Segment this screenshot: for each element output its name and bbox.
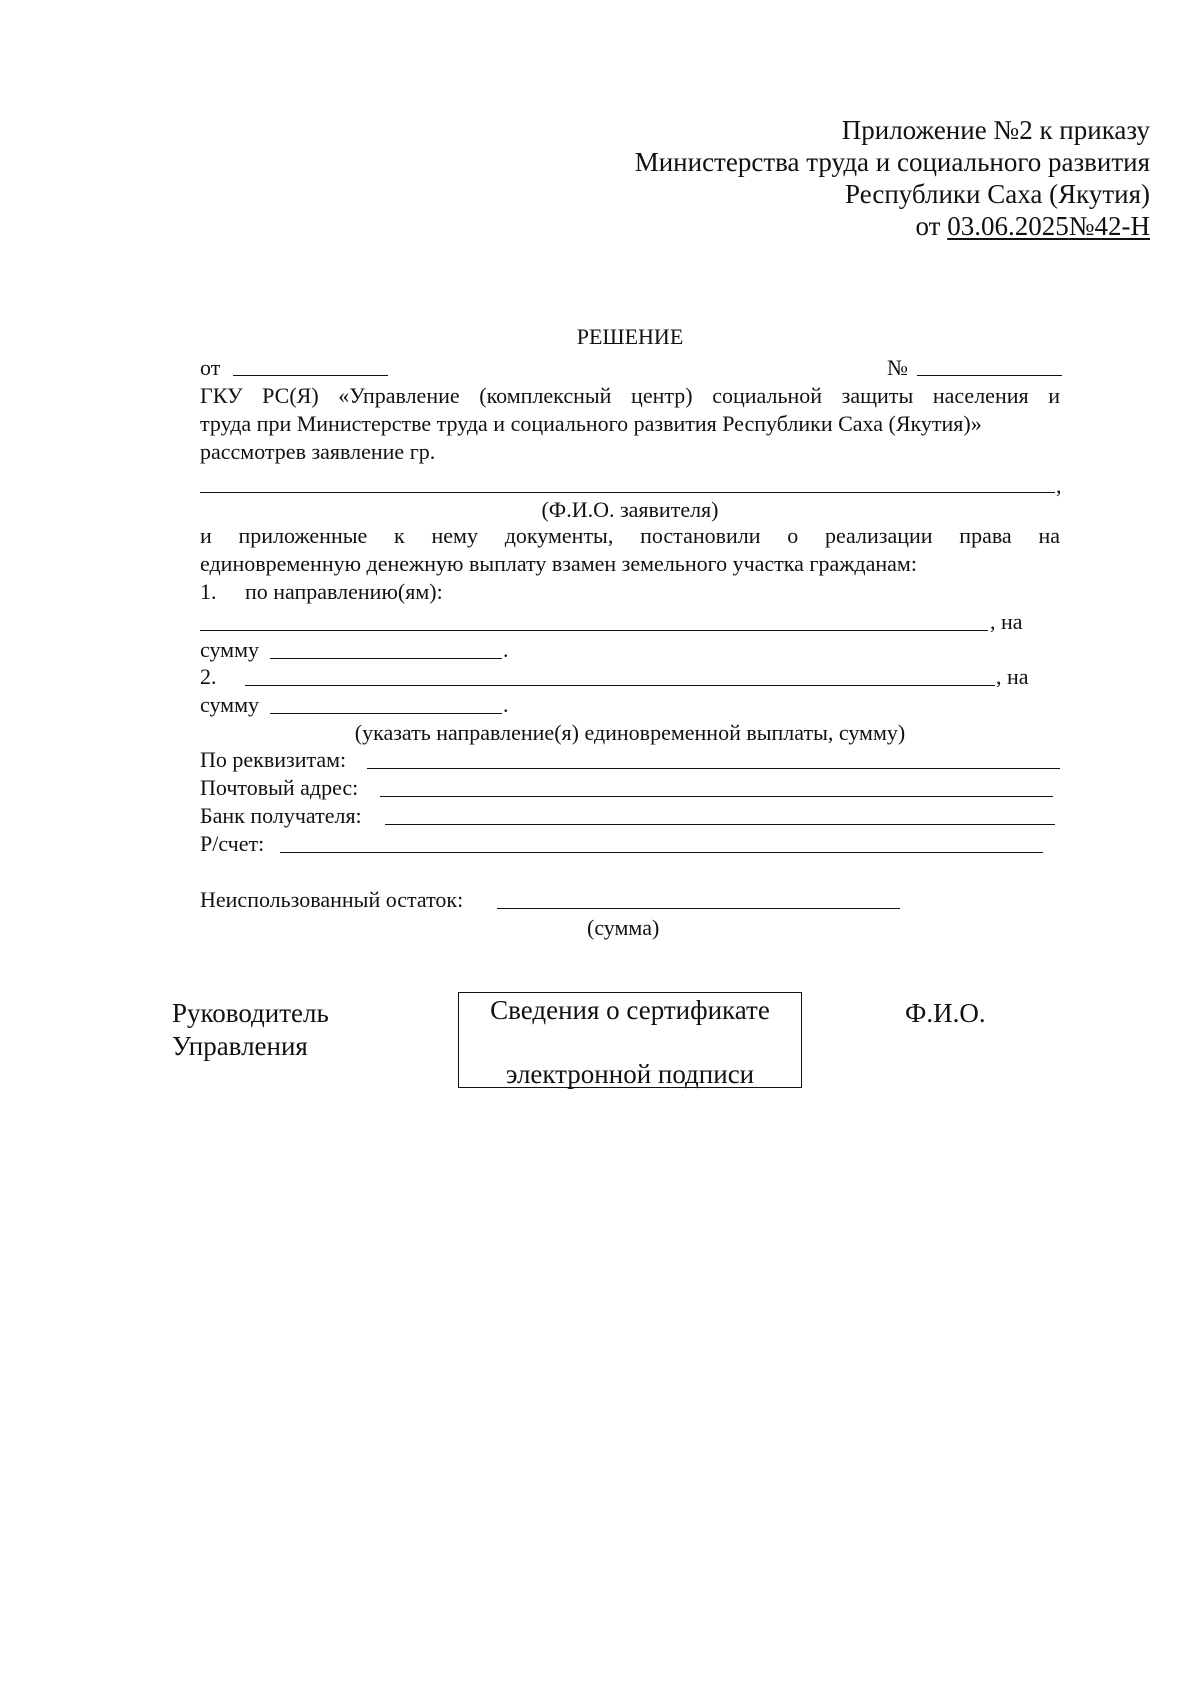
applicant-caption: (Ф.И.О. заявителя) <box>541 497 719 522</box>
requisites-field[interactable] <box>367 768 1060 769</box>
appendix-header <box>510 114 1150 242</box>
applicant-name-field[interactable] <box>200 492 1055 493</box>
item-1-number: 1. <box>200 579 217 604</box>
signer-fio: Ф.И.О. <box>905 998 986 1028</box>
remainder-field[interactable] <box>497 908 900 909</box>
item-1-sum-label: сумму <box>200 637 260 662</box>
item-1-direction-field[interactable] <box>200 630 988 631</box>
item-1-sum-field[interactable] <box>270 658 502 659</box>
e-signature-certificate-box <box>458 992 802 1088</box>
appendix-line-1: Приложение №2 к приказу <box>841 115 1150 145</box>
docs-line-2: единовременную денежную выплату взамен земельного участка гражданам: <box>200 551 917 576</box>
decision-number-label: № <box>887 355 908 380</box>
docs-line-1: и приложенные к нему документы, постановили о реализации права на <box>200 523 1060 548</box>
signer-position-line-1: Руководитель <box>172 998 329 1028</box>
item-1-label: по направлению(ям): <box>245 579 443 604</box>
recipient-bank-label: Банк получателя: <box>200 803 362 828</box>
postal-address-label: Почтовый адрес: <box>200 775 359 800</box>
recipient-bank-field[interactable] <box>385 824 1055 825</box>
decision-date-field[interactable] <box>233 375 388 376</box>
account-label: Р/счет: <box>200 831 265 856</box>
remainder-caption: (сумма) <box>587 915 660 940</box>
certificate-line-1: Сведения о сертификате <box>490 995 770 1025</box>
appendix-number: №42-Н <box>1068 211 1150 241</box>
item-2-sum-label: сумму <box>200 692 260 717</box>
requisites-label: По реквизитам: <box>200 747 347 772</box>
postal-address-field[interactable] <box>380 796 1053 797</box>
item-2-suffix: , на <box>996 664 1029 689</box>
appendix-date-line <box>510 210 1150 242</box>
item-1-sum-end: . <box>503 637 509 662</box>
document-title: РЕШЕНИЕ <box>576 324 684 349</box>
decision-date-label: от <box>200 355 221 380</box>
item-1-suffix: , на <box>990 609 1023 634</box>
signer-position-line-2: Управления <box>172 1031 308 1061</box>
item-2-sum-field[interactable] <box>270 713 502 714</box>
remainder-label: Неиспользованный остаток: <box>200 887 464 912</box>
direction-caption: (указать направление(я) единовременной выплаты, сумму) <box>354 720 906 745</box>
item-2-direction-field[interactable] <box>245 685 995 686</box>
decision-number-field[interactable] <box>917 375 1062 376</box>
account-field[interactable] <box>280 852 1043 853</box>
intro-line-3: рассмотрев заявление гр. <box>200 439 436 464</box>
intro-line-2: труда при Министерстве труда и социального развития Республики Саха (Якутия)» <box>200 411 982 436</box>
intro-line-1: ГКУ РС(Я) «Управление (комплексный центр) социальной защиты населения и <box>200 383 1061 408</box>
appendix-date-prefix: от <box>915 211 948 241</box>
appendix-date: 03.06.2025 <box>947 211 1069 241</box>
certificate-line-2: электронной подписи <box>505 1059 755 1089</box>
appendix-line-2: Министерства труда и социального развития <box>634 147 1150 177</box>
applicant-comma: , <box>1056 473 1062 498</box>
appendix-line-3: Республики Саха (Якутия) <box>845 179 1150 209</box>
item-2-number: 2. <box>200 664 217 689</box>
item-2-sum-end: . <box>503 692 509 717</box>
